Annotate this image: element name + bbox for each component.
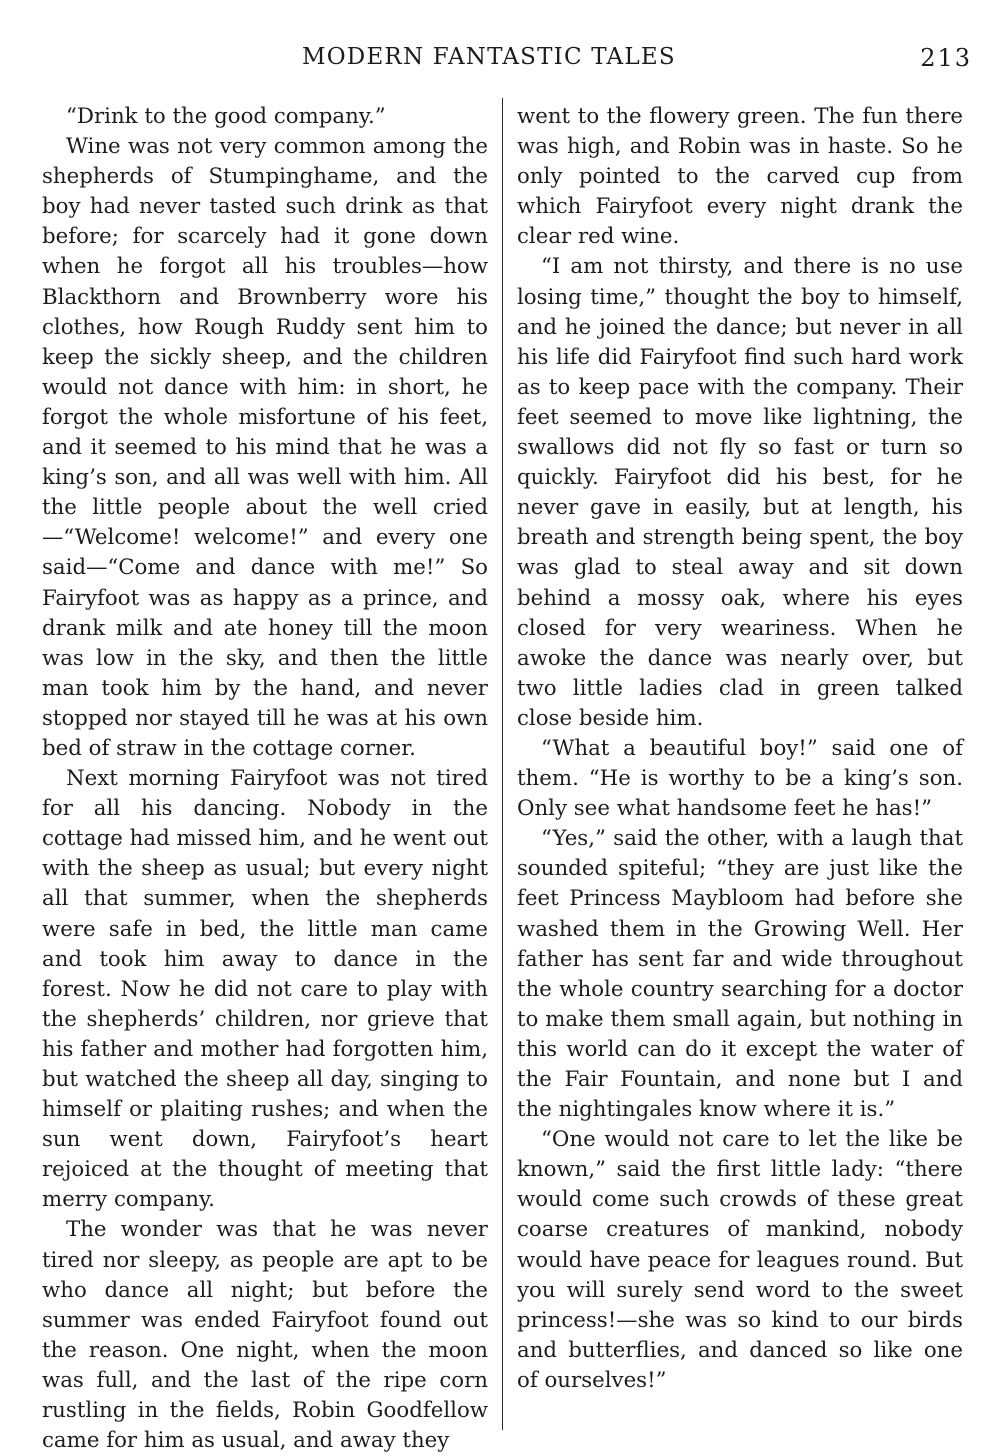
paragraph: Wine was not very common among the shepherds of Stumpinghame, and the boy had never tasted such drink as that before; for scarcely had it gone down when he forgot all his troubles—how Blackthorn and Brownberry wore his clothes, how Rough Ruddy sent him to keep the sickly sheep, and the children would not dance with him: in short, he forgot the whole misfortune of his feet, and it seemed to his mind that he was a king’s son, and all was well with him. All the little people about the well cried—“Welcome! welcome!” and every one said—“Come and dance with me!” So Fairyfoot was as happy as a prince, and drank milk and ate honey till the moon was low in the sky, and then the little man took him by the hand, and never stopped nor stayed till he was at his own bed of straw in the cottage corner. [42, 134, 488, 761]
paragraph: The wonder was that he was never tired nor sleepy, as people are apt to be who dance all night; but before the summer was ended Fairyfoot found out the reason. One night, when the moon was full, and the last of the ripe corn rustling in the fields, Robin Goodfellow came for him as usual, and away they [42, 1217, 488, 1454]
paragraph: “Drink to the good company.” [66, 104, 386, 129]
running-title: MODERN FANTASTIC TALES [302, 44, 676, 70]
paragraph: “One would not care to let the like be known,” said the first little lady: “there would come such crowds of these great coarse creatures of mankind, nobody would have peace for leagues round. But you will surely send word to the sweet princess!—she was so kind to our birds and butterflies, and danced so like one of ourselves!” [517, 1127, 963, 1393]
left-column [42, 102, 488, 1456]
paragraph: “I am not thirsty, and there is no use losing time,” thought the boy to himself, and he joined the dance; but never in all his life did Fairyfoot find such hard work as to keep pace with the company. Their feet seemed to move like lightning, the swallows did not fly so fast or turn so quickly. Fairyfoot did his best, for he never gave in easily, but at length, his breath and strength being spent, the boy was glad to steal away and sit down behind a mossy oak, where his eyes closed for very weariness. When he awoke the dance was nearly over, but two little ladies clad in green talked close beside him. [517, 254, 963, 731]
page-number: 213 [920, 44, 972, 72]
column-divider [502, 98, 503, 1430]
page-header [0, 44, 1000, 84]
right-column [517, 102, 963, 1396]
paragraph: “Yes,” said the other, with a laugh that sounded spiteful; “they are just like the feet Princess Maybloom had before she washed them in the Growing Well. Her father has sent far and wide throughout the whole country searching for a doctor to make them small again, but nothing in this world can do it except the water of the Fair Fountain, and none but I and the nightingales know where it is.” [517, 826, 963, 1123]
paragraph: “What a beautiful boy!” said one of them. “He is worthy to be a king’s son. Only see what handsome feet he has!” [517, 735, 963, 822]
paragraph: Next morning Fairyfoot was not tired for all his dancing. Nobody in the cottage had missed him, and he went out with the sheep as usual; but every night all that summer, when the shepherds were safe in bed, the little man came and took him away to dance in the forest. Now he did not care to play with the shepherds’ children, nor grieve that his father and mother had forgotten him, but watched the sheep all day, singing to himself or plaiting rushes; and when the sun went down, Fairyfoot’s heart rejoiced at the thought of meeting that merry company. [42, 766, 488, 1213]
paragraph: went to the flowery green. The fun there was high, and Robin was in haste. So he only pointed to the carved cup from which Fairyfoot every night drank the clear red wine. [517, 104, 963, 250]
